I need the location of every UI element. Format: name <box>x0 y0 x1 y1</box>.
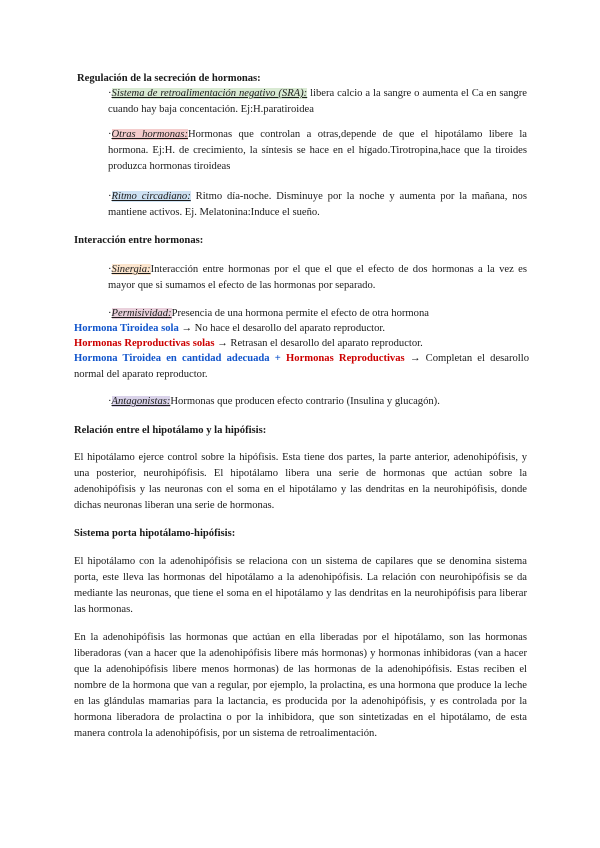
line-text: → Completan el desarollo normal del aparato reproductor. <box>74 353 529 380</box>
line-combinado <box>74 351 529 383</box>
heading-interaccion: Interacción entre hormonas: <box>74 235 204 246</box>
line-text: → No hace el desarollo del aparato reproductor. <box>178 323 385 334</box>
item-text: Hormonas que producen efecto contrario (Insulina y glucagón). <box>170 396 440 407</box>
item-text: libera calcio a la sangre o aumenta el Ca en sangre cuando hay baja concentación. Ej:H.paratiroidea <box>108 88 528 115</box>
item-text: Hormonas que controlan a otras,depende de que el hipotálamo libere la hormona. Ej:H. de crecimiento, la síntesis se hace en el hígado.Tirotropina,hace que la tiroides produzca hormonas tiroideas <box>108 129 527 172</box>
hormonas-reproductivas: Hormonas Reproductivas solas <box>74 338 215 349</box>
item-sra: ·Sistema de retroalimentación negativo (SRA): libera calcio a la sangre o aumenta el Ca en sangre cuando hay baja concentación. Ej:H.paratiroidea <box>108 88 528 115</box>
hormona-tiroidea: Hormona Tiroidea sola <box>74 323 179 334</box>
item-circadiano: ·Ritmo circadiano: Ritmo día-noche. Disminuye por la noche y aumenta por la mañana, nos mantiene activos. Ej. Melatonina:Induce el sueño. <box>108 191 527 218</box>
plus: + <box>269 353 287 364</box>
item-antagonistas: ·Antagonistas:Hormonas que producen efecto contrario (Insulina y glucagón). <box>108 396 440 407</box>
line-text: → Retrasan el desarollo del aparato reproductor. <box>214 338 423 349</box>
term-antagonistas: Antagonistas: <box>111 396 171 407</box>
paragraph-porta-1: El hipotálamo con la adenohipófisis se relaciona con un sistema de capilares que se denomina sistema porta, este lleva las hormonas del hipotálamo a la adenohipófisis. La relación con neurohipófisis se da mediante las neuronas, que tiene el soma en el hipotálamo y las dendritas en la neurohipófisis para liberar las hormonas. <box>74 556 527 615</box>
line-reproductivas <box>74 336 534 352</box>
item-text: Ritmo día-noche. Disminuye por la noche y aumenta por la mañana, nos mantiene activos. Ej. Melatonina:Induce el sueño. <box>108 191 527 218</box>
paragraph-relacion: El hipotálamo ejerce control sobre la hipófisis. Esta tiene dos partes, la parte anterior, adenohipófisis, y una posterior, neurohipófisis. El hipotálamo libera una serie de hormonas que actúan sobre la adenohipófisis y las neuronas con el soma en el hipotálamo y las dendritas en la neurohipófisis, donde dichas neuronas liberan una serie de hormonas. <box>74 452 527 511</box>
paragraph-porta-2: En la adenohipófisis las hormonas que actúan en ella liberadas por el hipotálamo, son las hormonas liberadoras (van a hacer que la adenohipófisis libere más hormonas) y hormonas inhibidoras (van a hacer que la adenohipófisis libere menos hormonas) de las hormonas de la adenohipófisis. Estas reciben el nombre de la hormona que van a regular, por ejemplo, la prolactina, es una hormona que produce la leche en las glándulas mamarias para la lactancia, es producida por la adenohipófisis, y es controlada por la hormona liberadora de prolactina o por la inhibidora, que son sintetizadas en el hipotálamo, de esta manera controla la adenohipófisis, por un sistema de retroalimentación. <box>74 632 527 739</box>
hormona-tiroidea-adecuada: Hormona Tiroidea en cantidad adecuada <box>74 353 270 364</box>
term-sra: Sistema de retroalimentación negativo (SRA): <box>111 88 308 99</box>
heading-porta: Sistema porta hipotálamo-hipófisis: <box>74 528 236 539</box>
item-permisividad: ·Permisividad:Presencia de una hormona permite el efecto de otra hormona <box>108 308 429 319</box>
item-otras: ·Otras hormonas:Hormonas que controlan a otras,depende de que el hipotálamo libere la hormona. Ej:H. de crecimiento, la síntesis se hace en el hígado.Tirotropina,hace que la tiroides produzca hormonas tiroideas <box>108 129 527 172</box>
term-sinergia: Sinergia: <box>111 264 151 275</box>
item-text: Presencia de una hormona permite el efecto de otra hormona <box>171 308 429 319</box>
term-permisividad: Permisividad: <box>111 308 172 319</box>
hormonas-reproductivas: Hormonas Reproductivas <box>286 353 405 364</box>
item-text: Interacción entre hormonas por el que el que el efecto de dos hormonas a la vez es mayor que si sumamos el efecto de las hormonas por separado. <box>108 264 527 291</box>
heading-relacion: Relación entre el hipotálamo y la hipófisis: <box>74 425 267 436</box>
term-otras: Otras hormonas: <box>111 129 188 140</box>
term-circadiano: Ritmo circadiano: <box>111 191 191 202</box>
item-sinergia: ·Sinergia:Interacción entre hormonas por el que el que el efecto de dos hormonas a la vez es mayor que si sumamos el efecto de las hormonas por separado. <box>108 264 527 291</box>
heading-regulacion: Regulación de la secreción de hormonas: <box>77 73 261 84</box>
line-tiroidea <box>74 321 534 337</box>
